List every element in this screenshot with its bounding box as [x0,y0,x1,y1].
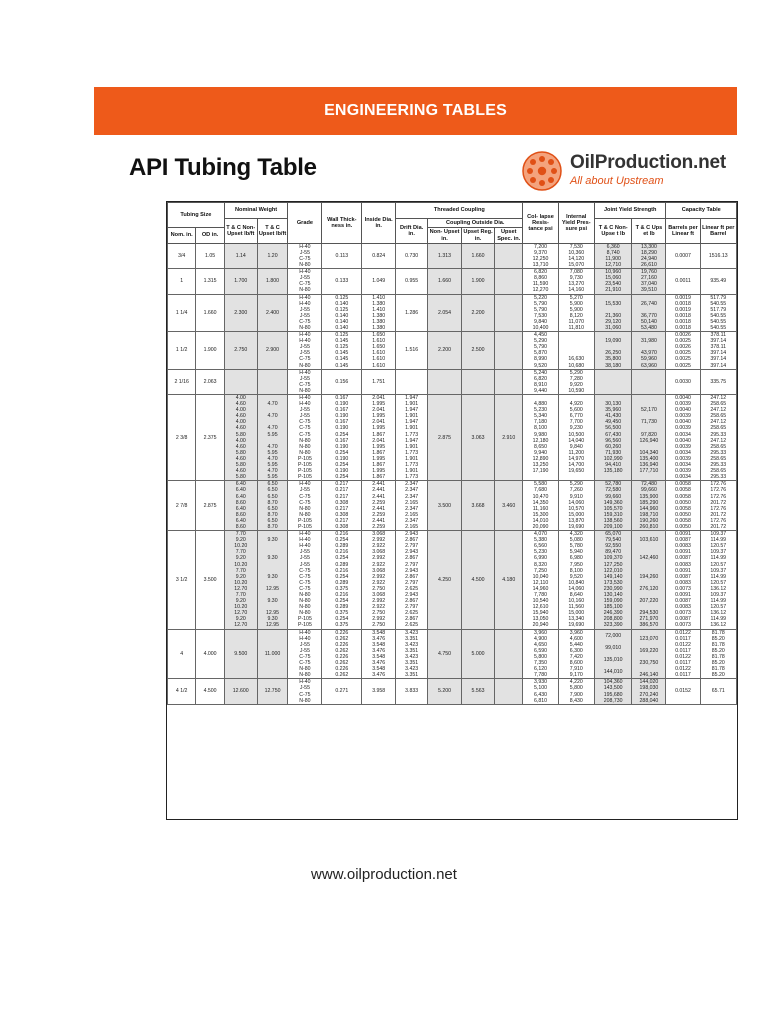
globe-icon [519,148,565,194]
cell-barrels: 0.0019 0.0018 0.0019 0.0018 0.0018 0.0018 [666,294,700,332]
cell-internal-yield: 4,220 5,800 7,900 8,430 [558,679,594,704]
cell-jy-nonupset: 19,090 26,250 35,800 38,180 [594,332,631,370]
cell-internal-yield: 5,290 7,280 9,920 10,590 [558,369,594,394]
table-row [168,243,737,268]
cell-cpl-upset-spec: 2.910 [495,395,523,481]
cell-tc-upset: 1.800 [257,269,288,294]
cell-tc-nonupset: 9.500 [224,629,257,679]
cell-od: 1.05 [196,243,224,268]
table-body [168,243,737,704]
cell-cpl-upset-spec [495,294,523,332]
cell-nom: 1 [168,269,196,294]
header-grade: Grade [288,203,322,244]
cell-od: 1.315 [196,269,224,294]
cell-drift [396,369,428,394]
cell-inside: 3.068 2.992 2.922 3.068 2.992 2.922 3.068 2.992 2.922 2.750 3.068 2.992 2.922 2.750 2.992 2.750 [362,531,396,630]
cell-drift: 0.730 [396,243,428,268]
header-tc-upset: T & C Upset lb/ft [257,219,288,244]
cell-cpl-upset-spec [495,332,523,370]
header-tubing-size: Tubing Size [168,203,225,228]
header-nom: Nom. in. [168,228,196,244]
cell-cpl-upset-spec: 4.180 [495,531,523,630]
header-barrels: Barrels per Linear ft [666,219,700,244]
cell-jy-upset [632,369,666,394]
cell-od: 3.500 [196,531,224,630]
cell-drift: 1.516 [396,332,428,370]
cell-cpl-upset-spec [495,629,523,679]
banner-title: ENGINEERING TABLES [324,102,507,119]
cell-od: 1.900 [196,332,224,370]
table-row [168,294,737,332]
cell-tc-upset: 12.750 [257,679,288,704]
cell-tc-nonupset: 7.70 9.20 10.20 7.70 9.20 10.20 7.70 9.20 10.20 12.70 7.70 9.20 10.20 12.70 9.20 12.70 [224,531,257,630]
cell-wall: 0.133 [322,269,362,294]
cell-internal-yield: 3,960 4,600 5,440 6,300 7,420 8,600 7,910 9,170 [558,629,594,679]
header-coupling-od: Coupling Outside Dia. [428,219,523,228]
cell-internal-yield: 4,920 5,600 6,770 7,700 9,230 10,500 14,040 9,840 11,200 14,970 14,700 19,650 [558,395,594,481]
cell-wall: 0.156 [322,369,362,394]
header-wall: Wall Thick- ness in. [322,203,362,244]
cell-cpl-upset-reg: 5.000 [462,629,495,679]
cell-linear: 378.11 397.14 378.11 397.14 397.14 397.14 [700,332,736,370]
cell-linear: 517.79 540.55 517.79 540.55 540.55 540.55 [700,294,736,332]
table-row [168,269,737,294]
header-linear: Linear ft per Barrel [700,219,736,244]
cell-cpl-upset-spec [495,369,523,394]
cell-collapse: 4,450 5,290 5,790 5,870 8,990 9,520 [523,332,558,370]
cell-tc-nonupset: 2.750 [224,332,257,370]
cell-cpl-nonupset [428,369,462,394]
cell-wall: 0.226 0.262 0.226 0.262 0.226 0.262 0.226 0.262 [322,629,362,679]
footer-url: www.oilproduction.net [311,866,457,883]
cell-collapse: 5,580 7,680 10,470 14,350 11,160 15,300 14,010 20,090 [523,481,558,531]
cell-barrels: 0.0152 [666,679,700,704]
header-joint-yield: Joint Yield Strength [594,203,666,219]
cell-od: 1.660 [196,294,224,332]
cell-cpl-nonupset: 2.875 [428,395,462,481]
cell-collapse: 3,930 5,100 6,430 6,810 [523,679,558,704]
cell-barrels: 0.0040 0.0039 0.0040 0.0039 0.0040 0.0039 0.0034 0.0040 0.0039 0.0034 0.0039 0.0034 0.0039 0.0034 [666,395,700,481]
cell-jy-nonupset: 52,780 72,580 99,660 149,360 105,570 159,310 138,560 209,100 [594,481,631,531]
cell-cpl-nonupset: 1.313 [428,243,462,268]
table-row [168,531,737,630]
header-od: OD in. [196,228,224,244]
cell-barrels: 0.0091 0.0087 0.0083 0.0091 0.0087 0.0083 0.0091 0.0087 0.0083 0.0073 0.0091 0.0087 0.0083 0.0073 0.0087 0.0073 [666,531,700,630]
header-nominal-weight: Nominal Weight [224,203,288,219]
cell-collapse: 3,960 4,900 4,650 6,590 5,800 7,350 6,120 7,780 [523,629,558,679]
cell-inside: 3.958 [362,679,396,704]
cell-linear: 172.76 172.76 172.76 201.72 172.76 201.72 172.76 201.72 [700,481,736,531]
cell-cpl-nonupset: 2.054 [428,294,462,332]
cell-nom: 3/4 [168,243,196,268]
cell-nom: 4 [168,629,196,679]
header-cpl-nonupset: Non- Upset in. [428,228,462,244]
cell-grade: H-40 H-40 J-55 J-55 C-75 N-80 [288,294,322,332]
cell-drift: 2.943 2.867 2.797 2.943 2.867 2.797 2.943 2.867 2.797 2.625 2.943 2.867 2.797 2.625 2.867 2.625 [396,531,428,630]
cell-internal-yield: 5,270 5,900 5,900 8,120 11,070 11,810 [558,294,594,332]
cell-drift: 2.347 2.347 2.347 2.165 2.347 2.165 2.347 2.165 [396,481,428,531]
header-internal-yield: Internal Yield Pres- sure psi [558,203,594,244]
cell-cpl-nonupset: 4.750 [428,629,462,679]
cell-od: 2.063 [196,369,224,394]
header-collapse: Col- lapse Resis- tance psi [523,203,558,244]
cell-tc-nonupset: 6.40 6.40 6.40 8.60 6.40 8.60 6.40 8.60 [224,481,257,531]
cell-tc-upset: 2.900 [257,332,288,370]
cell-jy-upset: 123,070 169,220 230,750 246,140 [632,629,666,679]
cell-jy-upset: 72,480 99,660 135,900 185,290 144,960 198,710 190,260 260,810 [632,481,666,531]
cell-od: 4.000 [196,629,224,679]
cell-internal-yield: 16,630 10,680 [558,332,594,370]
cell-jy-nonupset: 72,000 99,010 135,010 144,010 [594,629,631,679]
cell-barrels: 0.0122 0.0117 0.0122 0.0117 0.0122 0.0117 0.0122 0.0117 [666,629,700,679]
cell-collapse: 6,820 8,860 11,590 12,270 [523,269,558,294]
api-tubing-table [167,202,737,705]
header-tc-nonupset: T & C Non- Upset lb/ft [224,219,257,244]
cell-wall: 0.125 0.145 0.125 0.145 0.145 0.145 [322,332,362,370]
cell-barrels: 0.0007 [666,243,700,268]
cell-cpl-upset-reg: 5.563 [462,679,495,704]
cell-wall: 0.113 [322,243,362,268]
cell-grade: H-40 H-40 J-55 J-55 C-75 N-80 [288,332,322,370]
cell-nom: 2 7/8 [168,481,196,531]
cell-collapse: 5,220 5,790 5,790 7,530 9,840 10,400 [523,294,558,332]
document-title: API Tubing Table [129,154,317,181]
header-banner [94,87,737,135]
cell-collapse: 5,240 6,820 8,910 9,440 [523,369,558,394]
cell-drift: 1.947 1.901 1.947 1.901 1.947 1.901 1.773 1.947 1.901 1.773 1.901 1.773 1.901 1.773 [396,395,428,481]
cell-linear: 935.49 [700,269,736,294]
cell-nom: 4 1/2 [168,679,196,704]
cell-cpl-upset-reg [462,369,495,394]
cell-tc-upset: 9.30 9.30 9.30 12.95 9.30 12.95 9.30 12.95 [257,531,288,630]
cell-cpl-upset-reg: 2.200 [462,294,495,332]
cell-tc-nonupset [224,369,257,394]
cell-drift: 0.955 [396,269,428,294]
cell-grade: H-40 J-55 C-75 N-80 [288,369,322,394]
cell-grade: H-40 J-55 C-75 C-75 N-80 N-80 P-105 P-105 [288,481,322,531]
cell-linear: 247.12 258.65 247.12 258.65 247.12 258.65 295.33 247.12 258.65 295.33 258.65 295.33 258.65 295.33 [700,395,736,481]
header-drift: Drift Dia. in. [396,219,428,244]
cell-jy-upset: 31,980 43,970 59,960 63,960 [632,332,666,370]
cell-linear: 1516.13 [700,243,736,268]
cell-nom: 1 1/2 [168,332,196,370]
cell-drift: 1.286 [396,294,428,332]
cell-jy-upset: 19,760 27,160 37,040 39,510 [632,269,666,294]
cell-jy-upset: 144,020 198,030 270,240 288,040 [632,679,666,704]
cell-nom: 1 1/4 [168,294,196,332]
table-row [168,332,737,370]
api-tubing-table-sheet [166,201,738,820]
cell-linear: 109.37 114.99 120.57 109.37 114.99 120.57 109.37 114.99 120.57 136.12 109.37 114.99 120.57 136.12 114.99 136.12 [700,531,736,630]
cell-cpl-upset-spec [495,269,523,294]
cell-wall: 0.167 0.190 0.167 0.190 0.167 0.190 0.254 0.167 0.190 0.254 0.190 0.254 0.190 0.254 [322,395,362,481]
table-row [168,679,737,704]
cell-cpl-nonupset: 4.250 [428,531,462,630]
cell-tc-upset: 2.400 [257,294,288,332]
cell-cpl-nonupset: 1.660 [428,269,462,294]
cell-jy-upset: 52,170 71,730 97,820 126,940 104,340 135,400 136,940 177,710 [632,395,666,481]
cell-cpl-upset-reg: 3.063 [462,395,495,481]
header-jy-upset: T & C Ups et lb [632,219,666,244]
cell-internal-yield: 5,290 7,260 9,910 14,060 10,570 15,000 13,870 19,690 [558,481,594,531]
cell-jy-upset: 103,610 142,460 194,260 276,120 207,220 294,530 271,970 386,570 [632,531,666,630]
cell-tc-upset: 6.50 6.50 6.50 8.70 6.50 8.70 6.50 8.70 [257,481,288,531]
cell-od: 2.875 [196,481,224,531]
cell-barrels: 0.0058 0.0058 0.0058 0.0050 0.0058 0.0050 0.0058 0.0050 [666,481,700,531]
cell-inside: 1.751 [362,369,396,394]
cell-wall: 0.125 0.140 0.125 0.140 0.140 0.140 [322,294,362,332]
table-row [168,369,737,394]
cell-inside: 2.041 1.995 2.041 1.995 2.041 1.995 1.867 2.041 1.995 1.867 1.995 1.867 1.995 1.867 [362,395,396,481]
cell-tc-upset: 4.70 4.70 4.70 5.95 4.70 5.95 4.70 5.95 4.70 5.95 [257,395,288,481]
cell-collapse: 7,200 9,370 12,250 13,710 [523,243,558,268]
cell-inside: 3.548 3.476 3.548 3.476 3.548 3.476 3.548 3.476 [362,629,396,679]
cell-od: 2.375 [196,395,224,481]
cell-linear: 335.75 [700,369,736,394]
cell-nom: 2 3/8 [168,395,196,481]
cell-cpl-upset-reg: 1.660 [462,243,495,268]
cell-grade: H-40 H-40 J-55 J-55 C-75 C-75 N-80 N-80 [288,629,322,679]
cell-cpl-upset-reg: 4.500 [462,531,495,630]
cell-tc-nonupset: 1.14 [224,243,257,268]
cell-internal-yield: 7,530 10,360 14,120 15,070 [558,243,594,268]
cell-cpl-upset-reg: 3.668 [462,481,495,531]
table-row [168,481,737,531]
cell-grade: H-40 J-55 C-75 N-80 [288,269,322,294]
cell-od: 4.500 [196,679,224,704]
cell-tc-upset: 1.20 [257,243,288,268]
cell-nom: 3 1/2 [168,531,196,630]
logo-wordmark: OilProduction.net [570,152,726,173]
cell-grade: H-40 H-40 J-55 J-55 C-75 C-75 C-75 N-80 N-80 N-80 P-105 P-105 P-105 P-105 [288,395,322,481]
cell-drift: 3.423 3.351 3.423 3.351 3.423 3.351 3.423 3.351 [396,629,428,679]
cell-wall: 0.217 0.217 0.217 0.308 0.217 0.308 0.217 0.308 [322,481,362,531]
cell-tc-nonupset: 1.700 [224,269,257,294]
header-capacity: Capacity Table [666,203,737,219]
cell-jy-nonupset: 10,960 15,060 23,540 21,910 [594,269,631,294]
cell-inside: 0.824 [362,243,396,268]
cell-tc-nonupset: 2.300 [224,294,257,332]
header-threaded-coupling: Threaded Coupling [396,203,523,219]
cell-jy-nonupset: 104,360 143,500 195,680 208,730 [594,679,631,704]
cell-jy-nonupset [594,369,631,394]
cell-drift: 3.833 [396,679,428,704]
cell-cpl-upset-reg: 1.900 [462,269,495,294]
cell-jy-upset: 13,300 18,290 24,940 26,610 [632,243,666,268]
cell-tc-upset: 11.000 [257,629,288,679]
cell-grade: H-40 H-40 H-40 J-55 J-55 J-55 C-75 C-75 C-75 C-75 N-80 N-80 N-80 N-80 P-105 P-105 [288,531,322,630]
cell-tc-nonupset: 12.600 [224,679,257,704]
cell-cpl-nonupset: 3.500 [428,481,462,531]
header-jy-nonupset: T & C Non- Upse t lb [594,219,631,244]
cell-cpl-upset-spec [495,679,523,704]
cell-internal-yield: 7,080 9,730 13,270 14,160 [558,269,594,294]
cell-jy-nonupset: 15,530 21,360 29,120 31,060 [594,294,631,332]
cell-jy-upset: 26,740 36,770 50,140 53,480 [632,294,666,332]
header-inside-dia: Inside Dia. in. [362,203,396,244]
cell-barrels: 0.0011 [666,269,700,294]
cell-barrels: 0.0026 0.0025 0.0026 0.0025 0.0025 0.0025 [666,332,700,370]
cell-cpl-nonupset: 5.200 [428,679,462,704]
cell-wall: 0.271 [322,679,362,704]
cell-inside: 1.650 1.610 1.650 1.610 1.610 1.610 [362,332,396,370]
header-cpl-upset-reg: Upset Reg. in. [463,229,493,242]
table-row [168,395,737,481]
cell-inside: 1.410 1.380 1.410 1.380 1.380 1.380 [362,294,396,332]
cell-collapse: 4,880 5,230 5,340 7,180 8,100 9,980 12,180 8,650 9,940 12,890 13,250 17,190 [523,395,558,481]
cell-inside: 2.441 2.441 2.441 2.259 2.441 2.259 2.441 2.259 [362,481,396,531]
cell-linear: 65.71 [700,679,736,704]
cell-nom: 2 1/16 [168,369,196,394]
cell-grade: H-40 J-55 C-75 N-80 [288,679,322,704]
header-cpl-upset-spec: Upset Spec. in. [495,228,523,244]
cell-linear: 81.78 85.20 81.78 85.20 81.78 85.20 81.78 85.20 [700,629,736,679]
cell-internal-yield: 4,320 5,080 5,780 5,940 6,980 7,950 8,100 9,520 10,840 14,060 8,640 10,160 11,560 15,000 13,340 19,690 [558,531,594,630]
cell-jy-nonupset: 6,360 8,740 11,900 12,710 [594,243,631,268]
table-row [168,629,737,679]
cell-jy-nonupset: 30,130 35,960 41,430 49,450 56,500 67,430 96,560 60,260 71,930 102,990 94,410 135,180 [594,395,631,481]
cell-tc-nonupset: 4.00 4.60 4.00 4.60 4.00 4.60 5.80 4.00 4.60 5.80 4.60 5.80 4.60 5.80 [224,395,257,481]
cell-tc-upset [257,369,288,394]
cell-grade: H-40 J-55 C-75 N-80 [288,243,322,268]
cell-wall: 0.216 0.254 0.289 0.216 0.254 0.289 0.216 0.254 0.289 0.375 0.216 0.254 0.289 0.375 0.254 0.375 [322,531,362,630]
oilproduction-logo [519,148,739,194]
cell-cpl-upset-spec [495,243,523,268]
cell-cpl-nonupset: 2.200 [428,332,462,370]
cell-cpl-upset-reg: 2.500 [462,332,495,370]
cell-inside: 1.049 [362,269,396,294]
cell-cpl-upset-spec: 3.460 [495,481,523,531]
cell-jy-nonupset: 65,070 79,540 92,550 89,470 109,370 127,250 122,010 149,140 173,530 230,990 130,140 159,090 185,100 246,390 208,800 323,390 [594,531,631,630]
cell-collapse: 4,070 5,380 6,560 5,230 6,990 8,320 7,250 10,040 12,110 14,960 7,780 10,540 12,610 15,940 13,050 20,940 [523,531,558,630]
logo-tagline: All about Upstream [570,175,664,187]
cell-barrels: 0.0030 [666,369,700,394]
